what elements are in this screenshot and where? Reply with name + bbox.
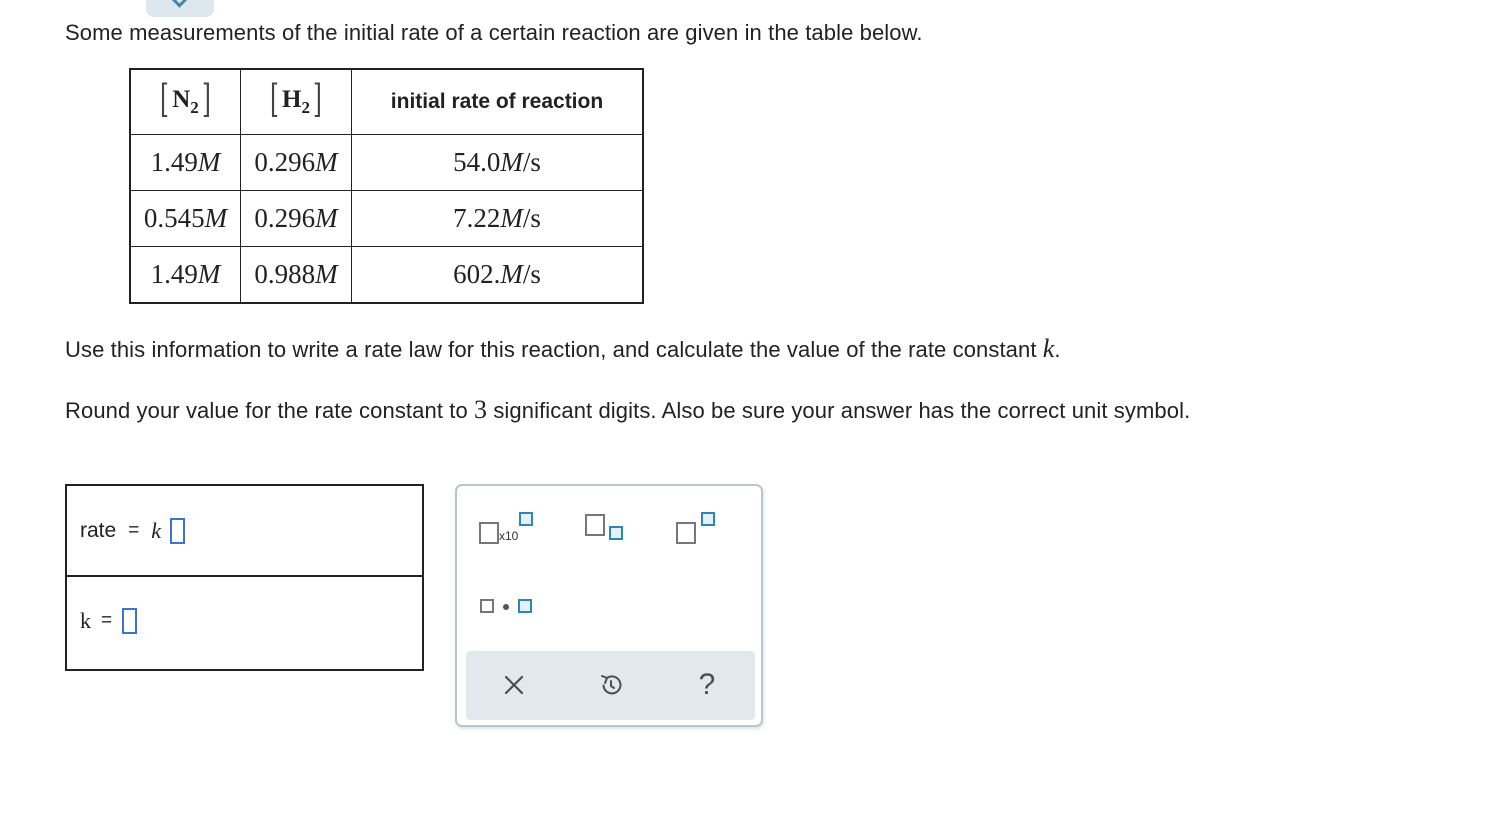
table-header-row	[130, 69, 643, 135]
dot-icon	[503, 604, 509, 610]
help-button[interactable]	[687, 665, 727, 705]
cell-n2	[130, 135, 241, 191]
equals-sign: =	[128, 520, 140, 541]
right-operand-box-icon	[518, 599, 532, 613]
cell-rate	[352, 135, 644, 191]
unit-molar: M	[500, 259, 523, 289]
exponent-box-icon	[519, 512, 533, 526]
h2-value: 0.296	[254, 147, 316, 177]
species-n2	[172, 86, 199, 117]
instruction-period: .	[1054, 337, 1061, 362]
unit-molar: M	[197, 259, 221, 289]
sig-digits-number: 3	[474, 395, 488, 424]
rate-value: 602.	[453, 259, 501, 289]
unit-molar: M	[500, 147, 523, 177]
table-row	[130, 247, 643, 304]
n2-value: 1.49	[150, 259, 198, 289]
left-operand-box-icon	[480, 599, 494, 613]
unit-molar: M	[204, 203, 228, 233]
base-box-icon	[676, 522, 696, 544]
rate-constant-symbol: k	[1042, 334, 1055, 363]
table-row	[130, 135, 643, 191]
unit-per-second: /s	[522, 147, 541, 177]
header-n2	[130, 69, 241, 135]
species-symbol: H	[282, 86, 302, 113]
cell-h2	[241, 247, 352, 304]
cell-h2	[241, 135, 352, 191]
rate-constant-input[interactable]	[122, 608, 137, 634]
base-box-icon	[585, 514, 605, 536]
multiply-dot-button[interactable]	[480, 597, 540, 617]
species-subscript: 2	[190, 98, 199, 117]
species-symbol: N	[172, 86, 191, 113]
instruction-text: significant digits. Also be sure your answer has the correct unit symbol.	[487, 398, 1191, 423]
cell-rate	[352, 247, 644, 304]
k-label: k	[80, 608, 91, 633]
h2-value: 0.296	[254, 203, 316, 233]
rate-law-row	[80, 518, 185, 544]
math-tool-palette	[455, 484, 763, 727]
left-bracket: [	[160, 77, 170, 121]
unit-per-second: /s	[522, 203, 541, 233]
subscript-box-icon	[609, 526, 623, 540]
intro-text: Some measurements of the initial rate of a certain reaction are given in the table below.	[65, 20, 923, 45]
scientific-notation-button[interactable]	[479, 512, 535, 548]
rate-label: rate	[80, 519, 117, 542]
rate-constant-row	[80, 608, 137, 634]
header-h2	[241, 69, 352, 135]
equals-sign: =	[101, 610, 113, 631]
reaction-data-table	[129, 68, 644, 304]
chevron-down-icon	[170, 0, 188, 8]
undo-icon	[598, 672, 624, 698]
header-initial-rate	[352, 69, 644, 135]
cell-h2	[241, 191, 352, 247]
unit-molar: M	[315, 259, 338, 289]
h2-value: 0.988	[254, 259, 316, 289]
answer-divider	[67, 575, 422, 577]
cell-rate	[352, 191, 644, 247]
help-icon: ?	[698, 668, 716, 701]
n2-value: 1.49	[150, 147, 198, 177]
rate-value: 7.22	[453, 203, 501, 233]
unit-molar: M	[500, 203, 523, 233]
undo-button[interactable]	[591, 665, 631, 705]
species-subscript: 2	[301, 98, 310, 117]
unit-molar: M	[315, 203, 338, 233]
right-bracket: ]	[312, 77, 322, 121]
rate-constant-symbol: k	[151, 518, 162, 543]
species-h2	[282, 86, 310, 117]
subscript-button[interactable]	[585, 514, 627, 546]
unit-molar: M	[315, 147, 338, 177]
base-box-icon	[479, 522, 499, 544]
close-icon	[503, 674, 525, 696]
header-rate-label: initial rate of reaction	[390, 90, 604, 113]
unit-per-second: /s	[522, 259, 541, 289]
right-bracket: ]	[201, 77, 211, 121]
clear-button[interactable]	[494, 665, 534, 705]
cell-n2	[130, 247, 241, 304]
palette-action-bar	[466, 651, 755, 720]
n2-value: 0.545	[143, 203, 205, 233]
instruction-text: Use this information to write a rate law for this reaction, and calculate the value of the rate constant	[65, 337, 1043, 362]
rate-law-input[interactable]	[170, 518, 185, 544]
instruction-text: Round your value for the rate constant to	[65, 398, 474, 423]
left-bracket: [	[270, 77, 280, 121]
superscript-button[interactable]	[676, 512, 720, 546]
table-row	[130, 191, 643, 247]
x10-label: x10	[499, 529, 519, 543]
collapse-tab[interactable]	[146, 0, 214, 17]
instruction-rounding	[65, 395, 1190, 425]
answer-box	[65, 484, 424, 671]
cell-n2	[130, 191, 241, 247]
unit-molar: M	[197, 147, 221, 177]
instruction-rate-law	[65, 334, 1061, 364]
rate-value: 54.0	[453, 147, 501, 177]
superscript-box-icon	[701, 512, 715, 526]
